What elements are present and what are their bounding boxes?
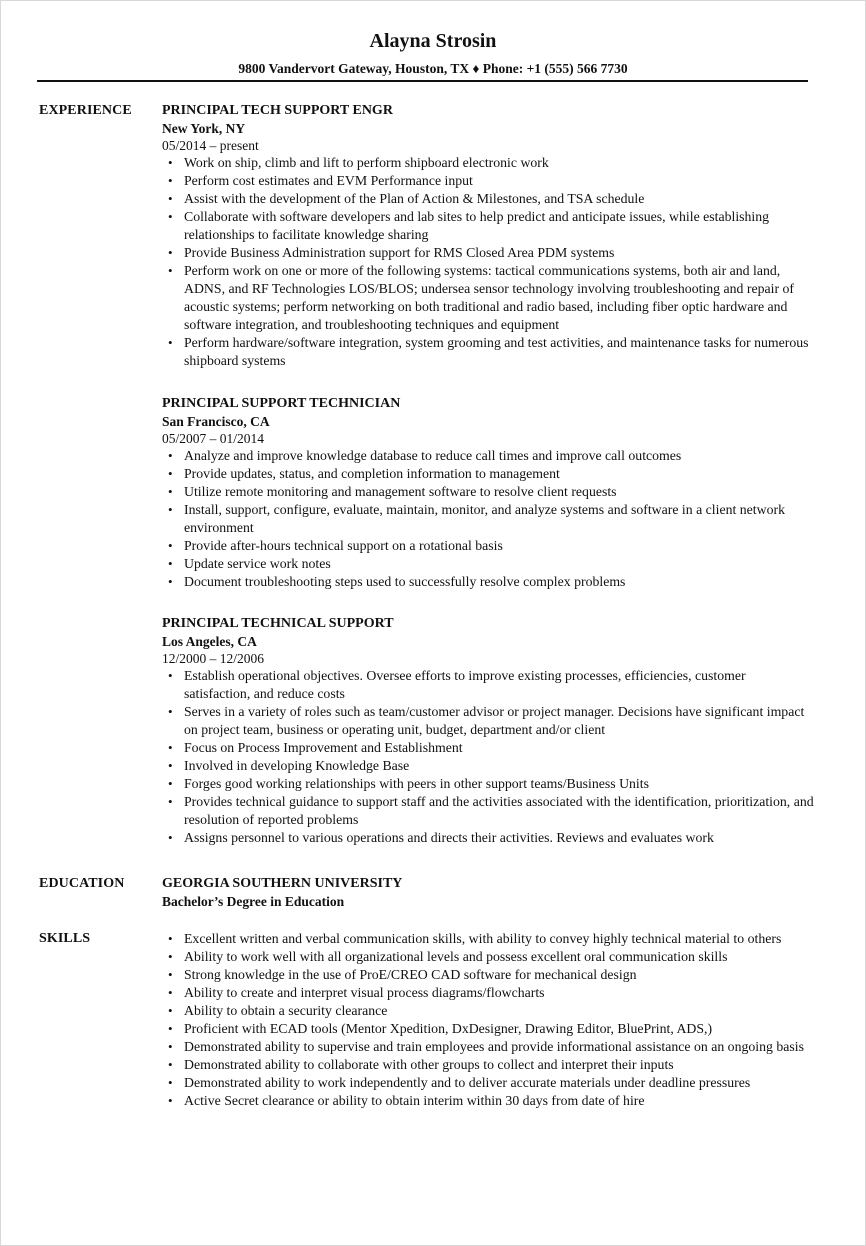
job-location: New York, NY — [162, 121, 246, 136]
list-item: • Demonstrated ability to supervise and train employees and provide informational assistance on an ongoing basis — [162, 1038, 815, 1056]
contact-line: 9800 Vandervort Gateway, Houston, TX ♦ Phone: +1 (555) 566 7730 — [238, 61, 628, 76]
list-item: • Involved in developing Knowledge Base — [162, 757, 815, 775]
list-item: • Install, support, configure, evaluate, maintain, monitor, and analyze systems and software in a client network environment — [162, 501, 815, 537]
list-item: • Proficient with ECAD tools (Mentor Xpedition, DxDesigner, Drawing Editor, BluePrint, ADS,) — [162, 1020, 815, 1038]
job-dates: 12/2000 – 12/2006 — [162, 651, 265, 666]
list-item: • Focus on Process Improvement and Establishment — [162, 739, 815, 757]
candidate-name: Alayna Strosin — [369, 30, 497, 52]
list-item: • Excellent written and verbal communication skills, with ability to convey highly technical material to others — [162, 930, 815, 948]
job-dates: 05/2007 – 01/2014 — [162, 431, 265, 446]
degree-name: Bachelor’s Degree in Education — [162, 894, 345, 909]
list-item: • Work on ship, climb and lift to perform shipboard electronic work — [162, 154, 815, 172]
list-item: • Update service work notes — [162, 555, 815, 573]
list-item: • Provides technical guidance to support staff and the activities associated with the identification, prioritization, and resolution of reported problems — [162, 793, 815, 829]
job-entry — [162, 615, 815, 847]
section-label-experience: EXPERIENCE — [39, 103, 132, 118]
job-location: San Francisco, CA — [162, 414, 270, 429]
job-dates: 05/2014 – present — [162, 138, 259, 153]
job-bullets — [162, 667, 815, 847]
list-item: • Utilize remote monitoring and management software to resolve client requests — [162, 483, 815, 501]
list-item: • Analyze and improve knowledge database to reduce call times and improve call outcomes — [162, 447, 815, 465]
list-item: • Assigns personnel to various operations and directs their activities. Reviews and evaluates work — [162, 829, 815, 847]
list-item: • Ability to obtain a security clearance — [162, 1002, 815, 1020]
list-item: • Collaborate with software developers and lab sites to help predict and anticipate issues, while establishing relationships to facilitate knowledge sharing — [162, 208, 815, 244]
section-label-education: EDUCATION — [39, 876, 125, 891]
skills-body — [162, 930, 815, 1110]
section-label-skills: SKILLS — [39, 931, 91, 946]
list-item: • Strong knowledge in the use of ProE/CREO CAD software for mechanical design — [162, 966, 815, 984]
education-body — [162, 875, 815, 911]
list-item: • Assist with the development of the Plan of Action & Milestones, and TSA schedule — [162, 190, 815, 208]
list-item: • Document troubleshooting steps used to successfully resolve complex problems — [162, 573, 815, 591]
list-item: • Provide Business Administration support for RMS Closed Area PDM systems — [162, 244, 815, 262]
job-bullets — [162, 154, 815, 370]
list-item: • Demonstrated ability to work independently and to deliver accurate materials under deadline pressures — [162, 1074, 815, 1092]
header-divider — [37, 80, 808, 82]
job-title: PRINCIPAL TECH SUPPORT ENGR — [162, 103, 393, 118]
list-item: • Perform hardware/software integration, system grooming and test activities, and maintenance tasks for numerous shipboard systems — [162, 334, 815, 370]
list-item: • Provide after-hours technical support on a rotational basis — [162, 537, 815, 555]
list-item: • Ability to create and interpret visual process diagrams/flowcharts — [162, 984, 815, 1002]
resume-header — [1, 1, 865, 78]
job-location: Los Angeles, CA — [162, 634, 257, 649]
job-entry — [162, 102, 815, 370]
list-item: • Demonstrated ability to collaborate with other groups to collect and interpret their inputs — [162, 1056, 815, 1074]
job-title: PRINCIPAL TECHNICAL SUPPORT — [162, 616, 394, 631]
skills-bullets — [162, 930, 815, 1110]
list-item: • Provide updates, status, and completion information to management — [162, 465, 815, 483]
list-item: • Active Secret clearance or ability to obtain interim within 30 days from date of hire — [162, 1092, 815, 1110]
list-item: • Perform cost estimates and EVM Performance input — [162, 172, 815, 190]
list-item: • Serves in a variety of roles such as team/customer advisor or project manager. Decisions have significant impact on project team, business or operating unit, budget, department and/or client — [162, 703, 815, 739]
school-name: GEORGIA SOUTHERN UNIVERSITY — [162, 876, 403, 891]
list-item: • Forges good working relationships with peers in other support teams/Business Units — [162, 775, 815, 793]
job-title: PRINCIPAL SUPPORT TECHNICIAN — [162, 396, 401, 411]
job-bullets — [162, 447, 815, 591]
list-item: • Establish operational objectives. Oversee efforts to improve existing processes, efficiencies, customer satisfaction, and reduce costs — [162, 667, 815, 703]
job-entry — [162, 395, 815, 591]
list-item: • Perform work on one or more of the following systems: tactical communications systems, both air and land, ADNS, and RF Technologies LOS/BLOS; undersea sensor technology involving troubleshooting and repair of acoustic systems; perform networking on both traditional and radio based, including fiber optic hardware and software integration, and troubleshooting techniques and equipment — [162, 262, 815, 334]
list-item: • Ability to work well with all organizational levels and possess excellent oral communication skills — [162, 948, 815, 966]
